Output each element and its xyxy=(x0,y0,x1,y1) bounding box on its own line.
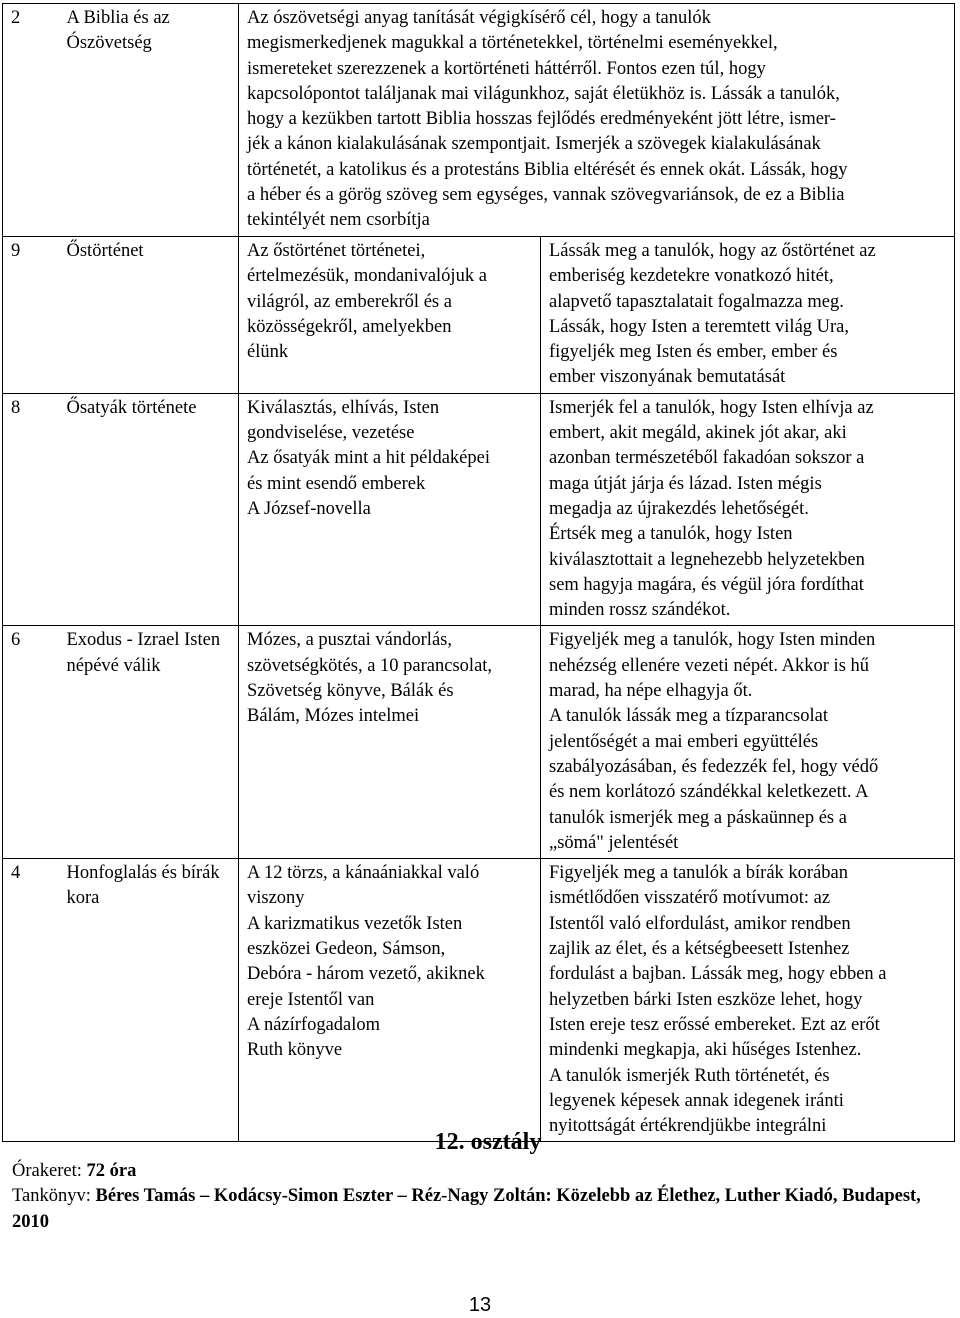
topic-cell: Őstörténet xyxy=(59,237,239,394)
goals-line: embert, akit megáld, akinek jót akar, aki xyxy=(549,423,847,444)
hours-value: 72 óra xyxy=(86,1161,137,1181)
goals-line: Lássák, hogy Isten a teremtett világ Ura, xyxy=(549,316,850,337)
content-cell xyxy=(239,237,541,394)
grade-heading xyxy=(0,1129,960,1156)
goals-line: kiválasztottait a legnehezebb helyzetekben xyxy=(549,549,865,570)
grade-heading-text: 12. osztály xyxy=(434,1129,542,1155)
textbook-label: Tankönyv: xyxy=(12,1186,91,1206)
content-line: Az őstörténet történetei, xyxy=(247,241,426,261)
content-line: Ruth könyve xyxy=(247,1040,343,1061)
content-line: A karizmatikus vezetők Isten xyxy=(247,913,463,934)
content-line: Az ószövetségi anyag tanítását végigkísérő cél, hogy a tanulók xyxy=(247,8,711,28)
hours-cell: 8 xyxy=(3,393,59,626)
content-line: ismereteket szerezzenek a kortörténeti háttérről. Fontos ezen túl, hogy xyxy=(247,58,766,79)
content-line: Debóra - három vezető, akiknek xyxy=(247,964,485,985)
page-number: 13 xyxy=(468,1294,492,1316)
goals-line: azonban természetéből fakadóan sokszor a xyxy=(549,448,865,469)
hours-cell: 6 xyxy=(3,626,59,859)
hours-cell: 2 xyxy=(3,4,59,237)
content-line: Az ősatyák mint a hit példaképei xyxy=(247,448,490,469)
content-line: világról, az emberekről és a xyxy=(247,291,452,312)
content-line: és mint esendő emberek xyxy=(247,473,426,494)
content-line: Szövetség könyve, Bálák és xyxy=(247,681,454,702)
goals-line: Isten ereje tesz erőssé embereket. Ezt az erőt xyxy=(549,1014,880,1035)
goals-line: helyzetben bárki Isten eszköze lehet, hogy xyxy=(549,989,863,1010)
goals-cell xyxy=(541,626,955,859)
content-line: hogy a kezükben tartott Biblia hosszas fejlődés eredményeként jött létre, ismer- xyxy=(247,109,836,130)
goals-cell xyxy=(541,237,955,394)
goals-line: és nem korlátozó szándékkal keletkezett. A xyxy=(549,782,869,803)
goals-line: figyeljék meg Isten és ember, ember és xyxy=(549,342,838,363)
hours-cell: 4 xyxy=(3,859,59,1142)
content-line: tekintélyét nem csorbítja xyxy=(247,210,430,231)
goals-line: minden rossz szándékot. xyxy=(549,600,731,621)
content-line: ereje Istentől van xyxy=(247,989,375,1010)
goals-line: A tanulók ismerjék Ruth történetét, és xyxy=(549,1065,830,1086)
goals-line: fordulást a bajban. Lássák meg, hogy ebben a xyxy=(549,964,887,985)
goals-cell xyxy=(541,859,955,1142)
content-line: értelmezésük, mondanivalójuk a xyxy=(247,266,487,287)
goals-line: Figyeljék meg a tanulók a bírák korában xyxy=(549,863,848,884)
goals-line: mindenki megkapja, aki hűséges Istenhez. xyxy=(549,1040,862,1061)
content-line: gondviselése, vezetése xyxy=(247,423,415,444)
goals-line: nehézség ellenére vezeti népét. Akkor is hű xyxy=(549,655,870,676)
goals-line: zajlik az élet, és a kétségbeesett Istenhez xyxy=(549,939,850,960)
goals-line: nyitottságát értékrendjükbe integrálni xyxy=(549,1116,827,1137)
hours-info xyxy=(12,1158,942,1184)
content-cell xyxy=(239,626,541,859)
content-line: eszközei Gedeon, Sámson, xyxy=(247,939,446,960)
content-line: a héber és a görög szöveg sem egységes, vannak szövegvariánsok, de ez a Biblia xyxy=(247,185,845,206)
table-row xyxy=(3,4,955,237)
content-cell xyxy=(239,393,541,626)
topic-cell: Exodus - Izrael Isten népévé válik xyxy=(59,626,239,859)
textbook-info xyxy=(12,1183,942,1235)
goals-line: marad, ha népe elhagyja őt. xyxy=(549,681,753,702)
content-line: Kiválasztás, elhívás, Isten xyxy=(247,397,440,418)
topic-cell: Ősatyák története xyxy=(59,393,239,626)
topic-cell: Honfoglalás és bírák kora xyxy=(59,859,239,1142)
content-line: közösségekről, amelyekben xyxy=(247,316,452,337)
content-line: történetét, a katolikus és a protestáns Biblia eltérését és ennek okát. Lássák, hogy xyxy=(247,159,848,180)
table-row xyxy=(3,626,955,859)
goals-line: tanulók ismerjék meg a páskaünnep és a xyxy=(549,807,847,828)
goals-line: „sömá" jelentését xyxy=(549,832,679,853)
goals-line: szabályozásában, és fedezzék fel, hogy védő xyxy=(549,756,879,777)
content-line: A József-novella xyxy=(247,498,371,519)
topic-cell: A Biblia és az Ószövetség xyxy=(59,4,239,237)
goals-line: sem hagyja magára, és végül jóra fordíthat xyxy=(549,574,864,595)
goals-line: alapvető tapasztalatait fogalmazza meg. xyxy=(549,291,844,312)
content-line: viszony xyxy=(247,888,305,909)
content-line: A 12 törzs, a kánaániakkal való xyxy=(247,863,480,884)
content-cell xyxy=(239,4,955,237)
goals-line: A tanulók lássák meg a tízparancsolat xyxy=(549,706,828,727)
table-row xyxy=(3,237,955,394)
content-cell xyxy=(239,859,541,1142)
content-line: jék a kánon kialakulásának szempontjait. Ismerjék a szövegek kialakulásának xyxy=(247,134,821,155)
goals-line: jelentőségét a mai emberi együttélés xyxy=(549,731,819,752)
goals-line: ember viszonyának bemutatását xyxy=(549,367,786,388)
goals-cell xyxy=(541,393,955,626)
hours-label: Órakeret: xyxy=(12,1161,82,1181)
table-row xyxy=(3,393,955,626)
goals-line: emberiség kezdetekre vonatkozó hitét, xyxy=(549,266,834,287)
goals-line: ismétlődően visszatérő motívumot: az xyxy=(549,888,831,909)
textbook-value: Béres Tamás – Kodácsy-Simon Eszter – Réz-Nagy Zoltán: Közelebb az Élethez, Luther Kiadó, Budapest, 2010 xyxy=(12,1186,921,1232)
goals-line: Lássák meg a tanulók, hogy az őstörténet az xyxy=(549,241,876,261)
goals-line: maga útját járja és lázad. Isten mégis xyxy=(549,473,822,494)
goals-line: legyenek képesek annak idegenek iránti xyxy=(549,1090,844,1111)
table-row xyxy=(3,859,955,1142)
goals-line: Ismerjék fel a tanulók, hogy Isten elhívja az xyxy=(549,397,874,418)
goals-line: Figyeljék meg a tanulók, hogy Isten minden xyxy=(549,630,876,651)
content-line: megismerkedjenek magukkal a történetekkel, történelmi eseményekkel, xyxy=(247,33,778,54)
content-line: Mózes, a pusztai vándorlás, xyxy=(247,630,452,651)
content-line: kapcsolópontot találjanak mai világunkhoz, saját életükhöz is. Lássák a tanulók, xyxy=(247,83,840,104)
content-line: szövetségkötés, a 10 parancsolat, xyxy=(247,655,493,676)
curriculum-table xyxy=(2,3,955,1142)
content-line: Bálám, Mózes intelmei xyxy=(247,706,420,727)
goals-line: Istentől való elfordulást, amikor rendben xyxy=(549,913,851,934)
content-line: élünk xyxy=(247,342,289,363)
goals-line: Értsék meg a tanulók, hogy Isten xyxy=(549,524,793,545)
curriculum-table-body xyxy=(3,4,955,1142)
goals-line: megadja az újrakezdés lehetőségét. xyxy=(549,498,809,519)
hours-cell: 9 xyxy=(3,237,59,394)
content-line: A názírfogadalom xyxy=(247,1014,381,1035)
